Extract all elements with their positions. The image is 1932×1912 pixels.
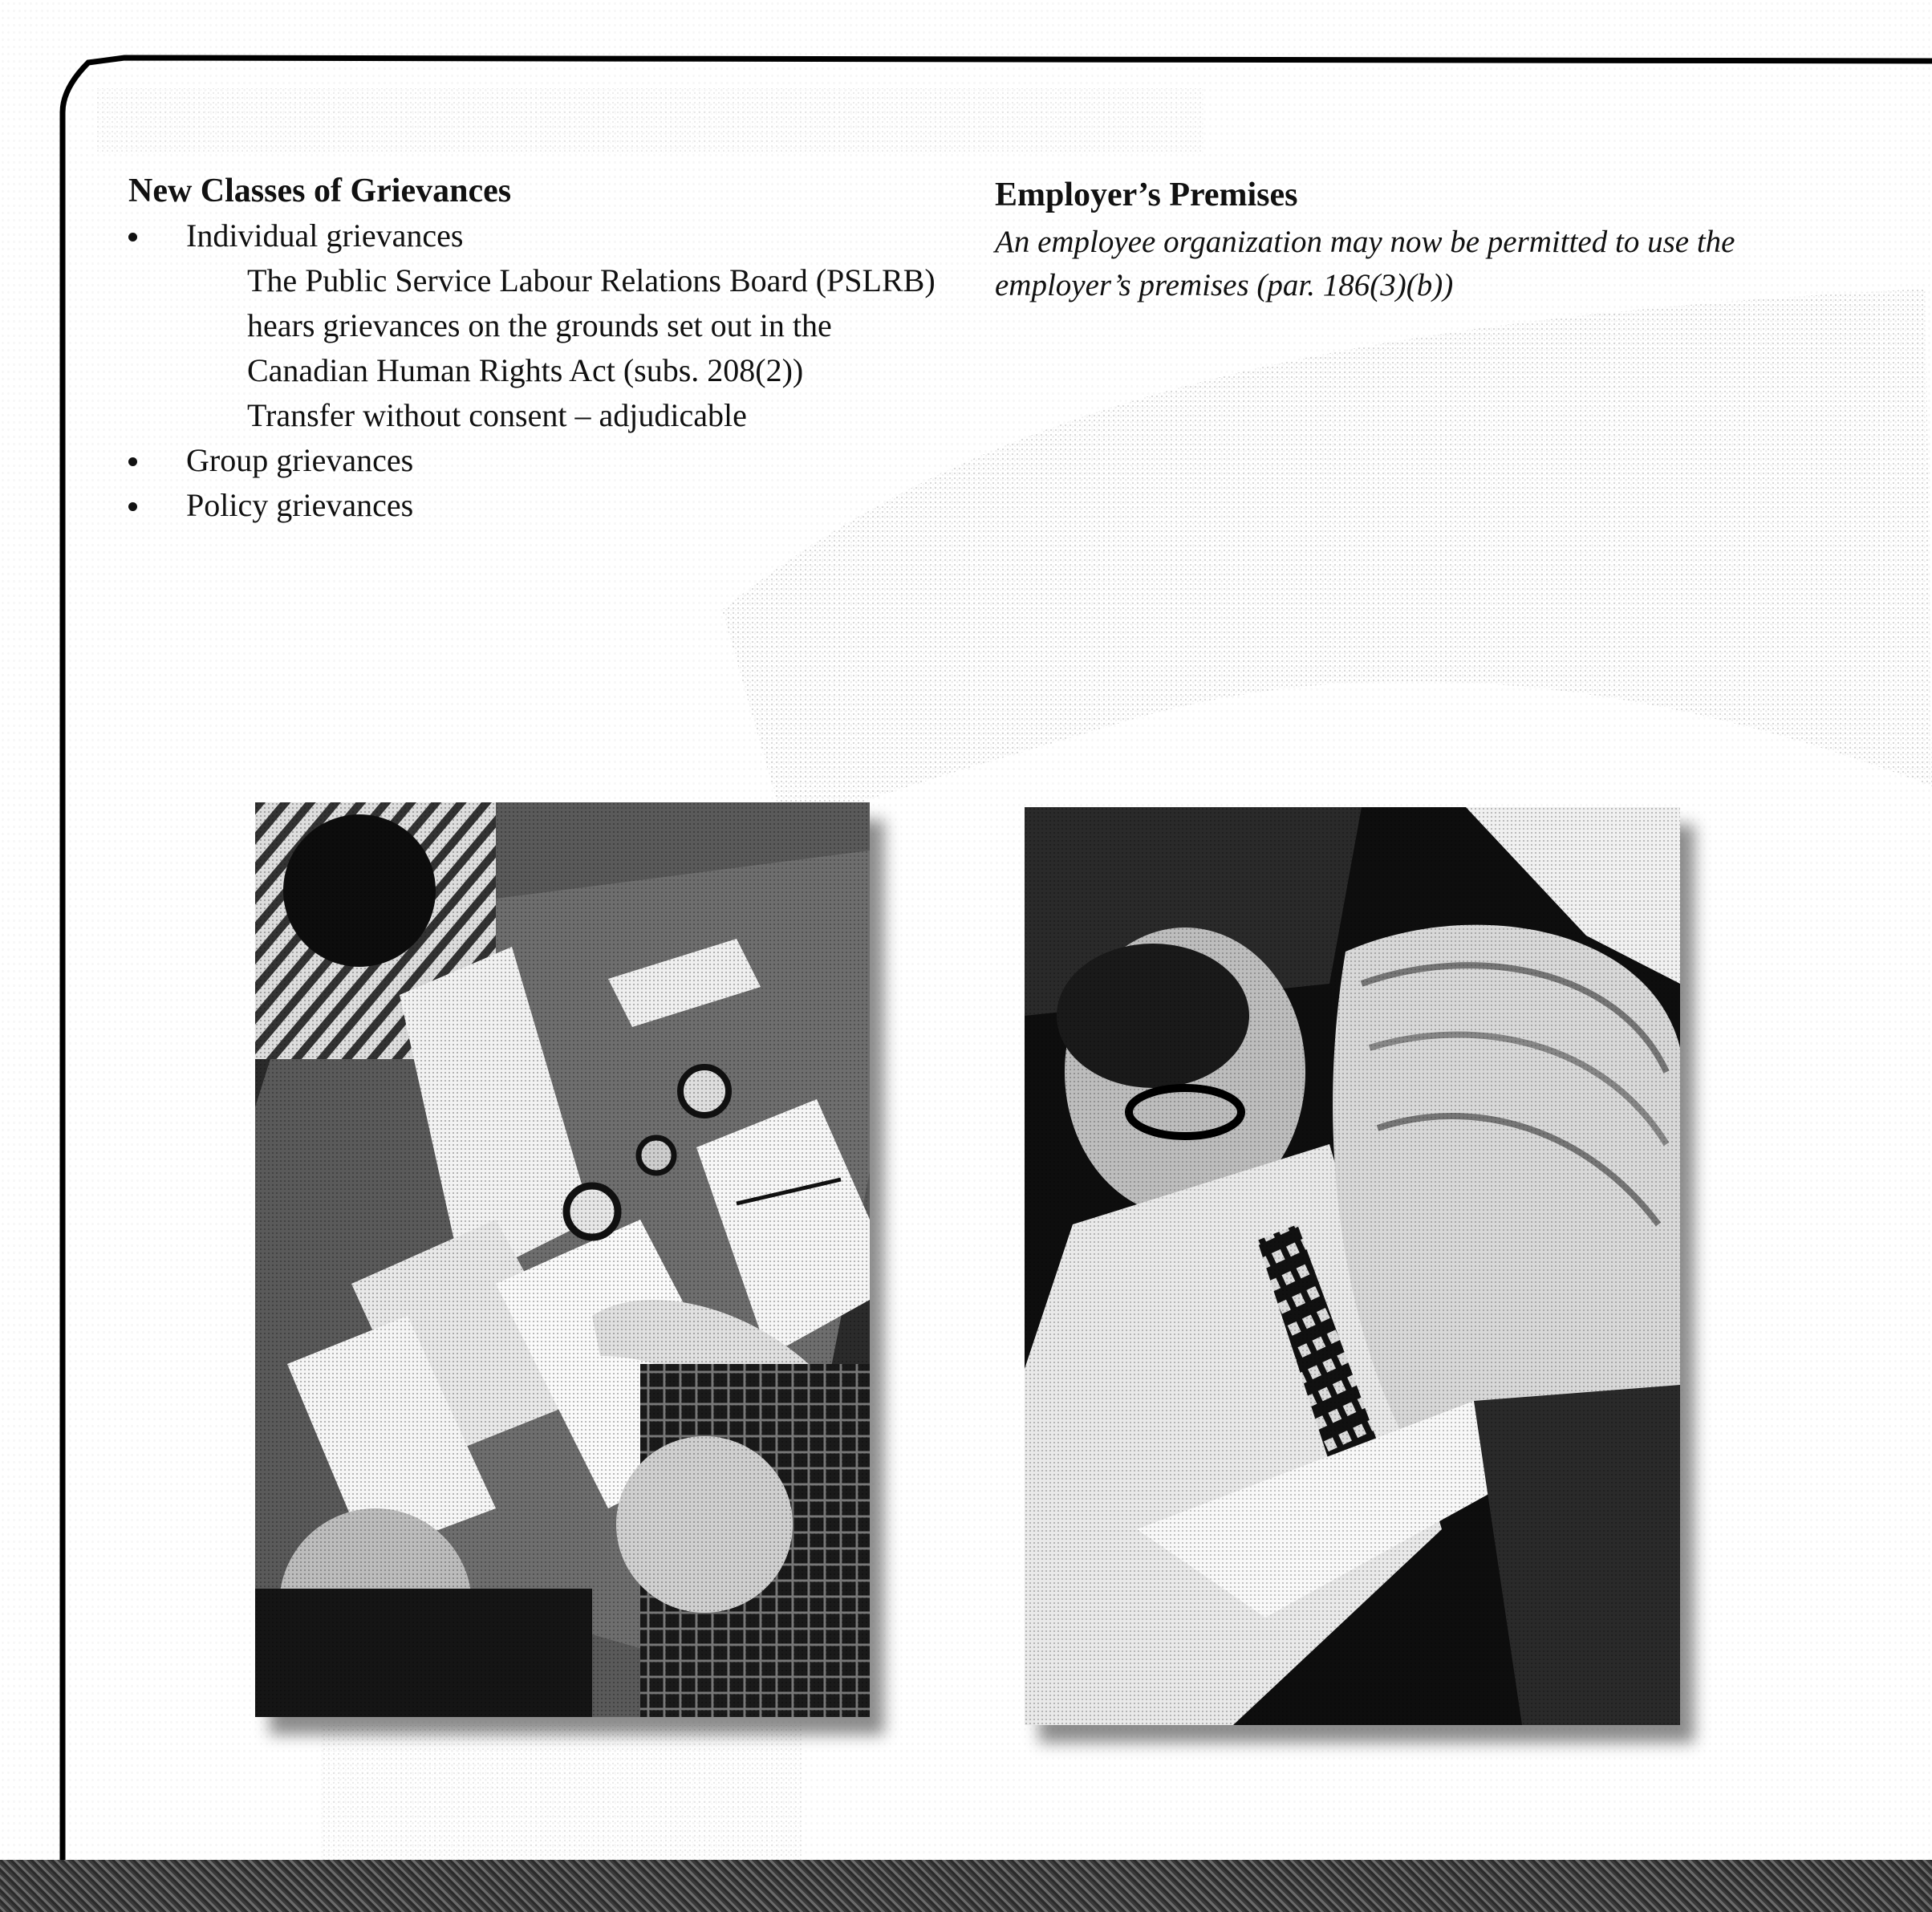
bullet-icon (128, 457, 137, 466)
list-item-label: Individual grievances (186, 217, 464, 254)
premises-body: An employee organization may now be permitted to use the employer’s premises (par. 186(3)(b)) (995, 225, 1735, 302)
transfer-detail: Transfer without consent – adjudicable (247, 397, 747, 433)
list-item (128, 483, 955, 528)
grievances-heading: New Classes of Grievances (128, 173, 512, 209)
premises-heading: Employer’s Premises (995, 177, 1298, 213)
photo-man-reading (1025, 807, 1680, 1725)
list-item-label: Policy grievances (186, 487, 414, 523)
list-item (128, 438, 955, 483)
list-item (128, 213, 955, 438)
bullet-icon (128, 233, 137, 242)
photo-meeting-table (255, 802, 870, 1717)
list-item-label: Group grievances (186, 442, 414, 478)
grievances-section (128, 168, 955, 528)
individual-grievance-detail: The Public Service Labour Relations Board (PSLRB) hears grievances on the grounds set out in the Canadian Human Rights Act (subs. 208(2)) (247, 262, 936, 388)
grievances-list (128, 213, 955, 528)
bottom-band (0, 1860, 1932, 1912)
bullet-icon (128, 502, 137, 511)
premises-section (995, 173, 1829, 307)
